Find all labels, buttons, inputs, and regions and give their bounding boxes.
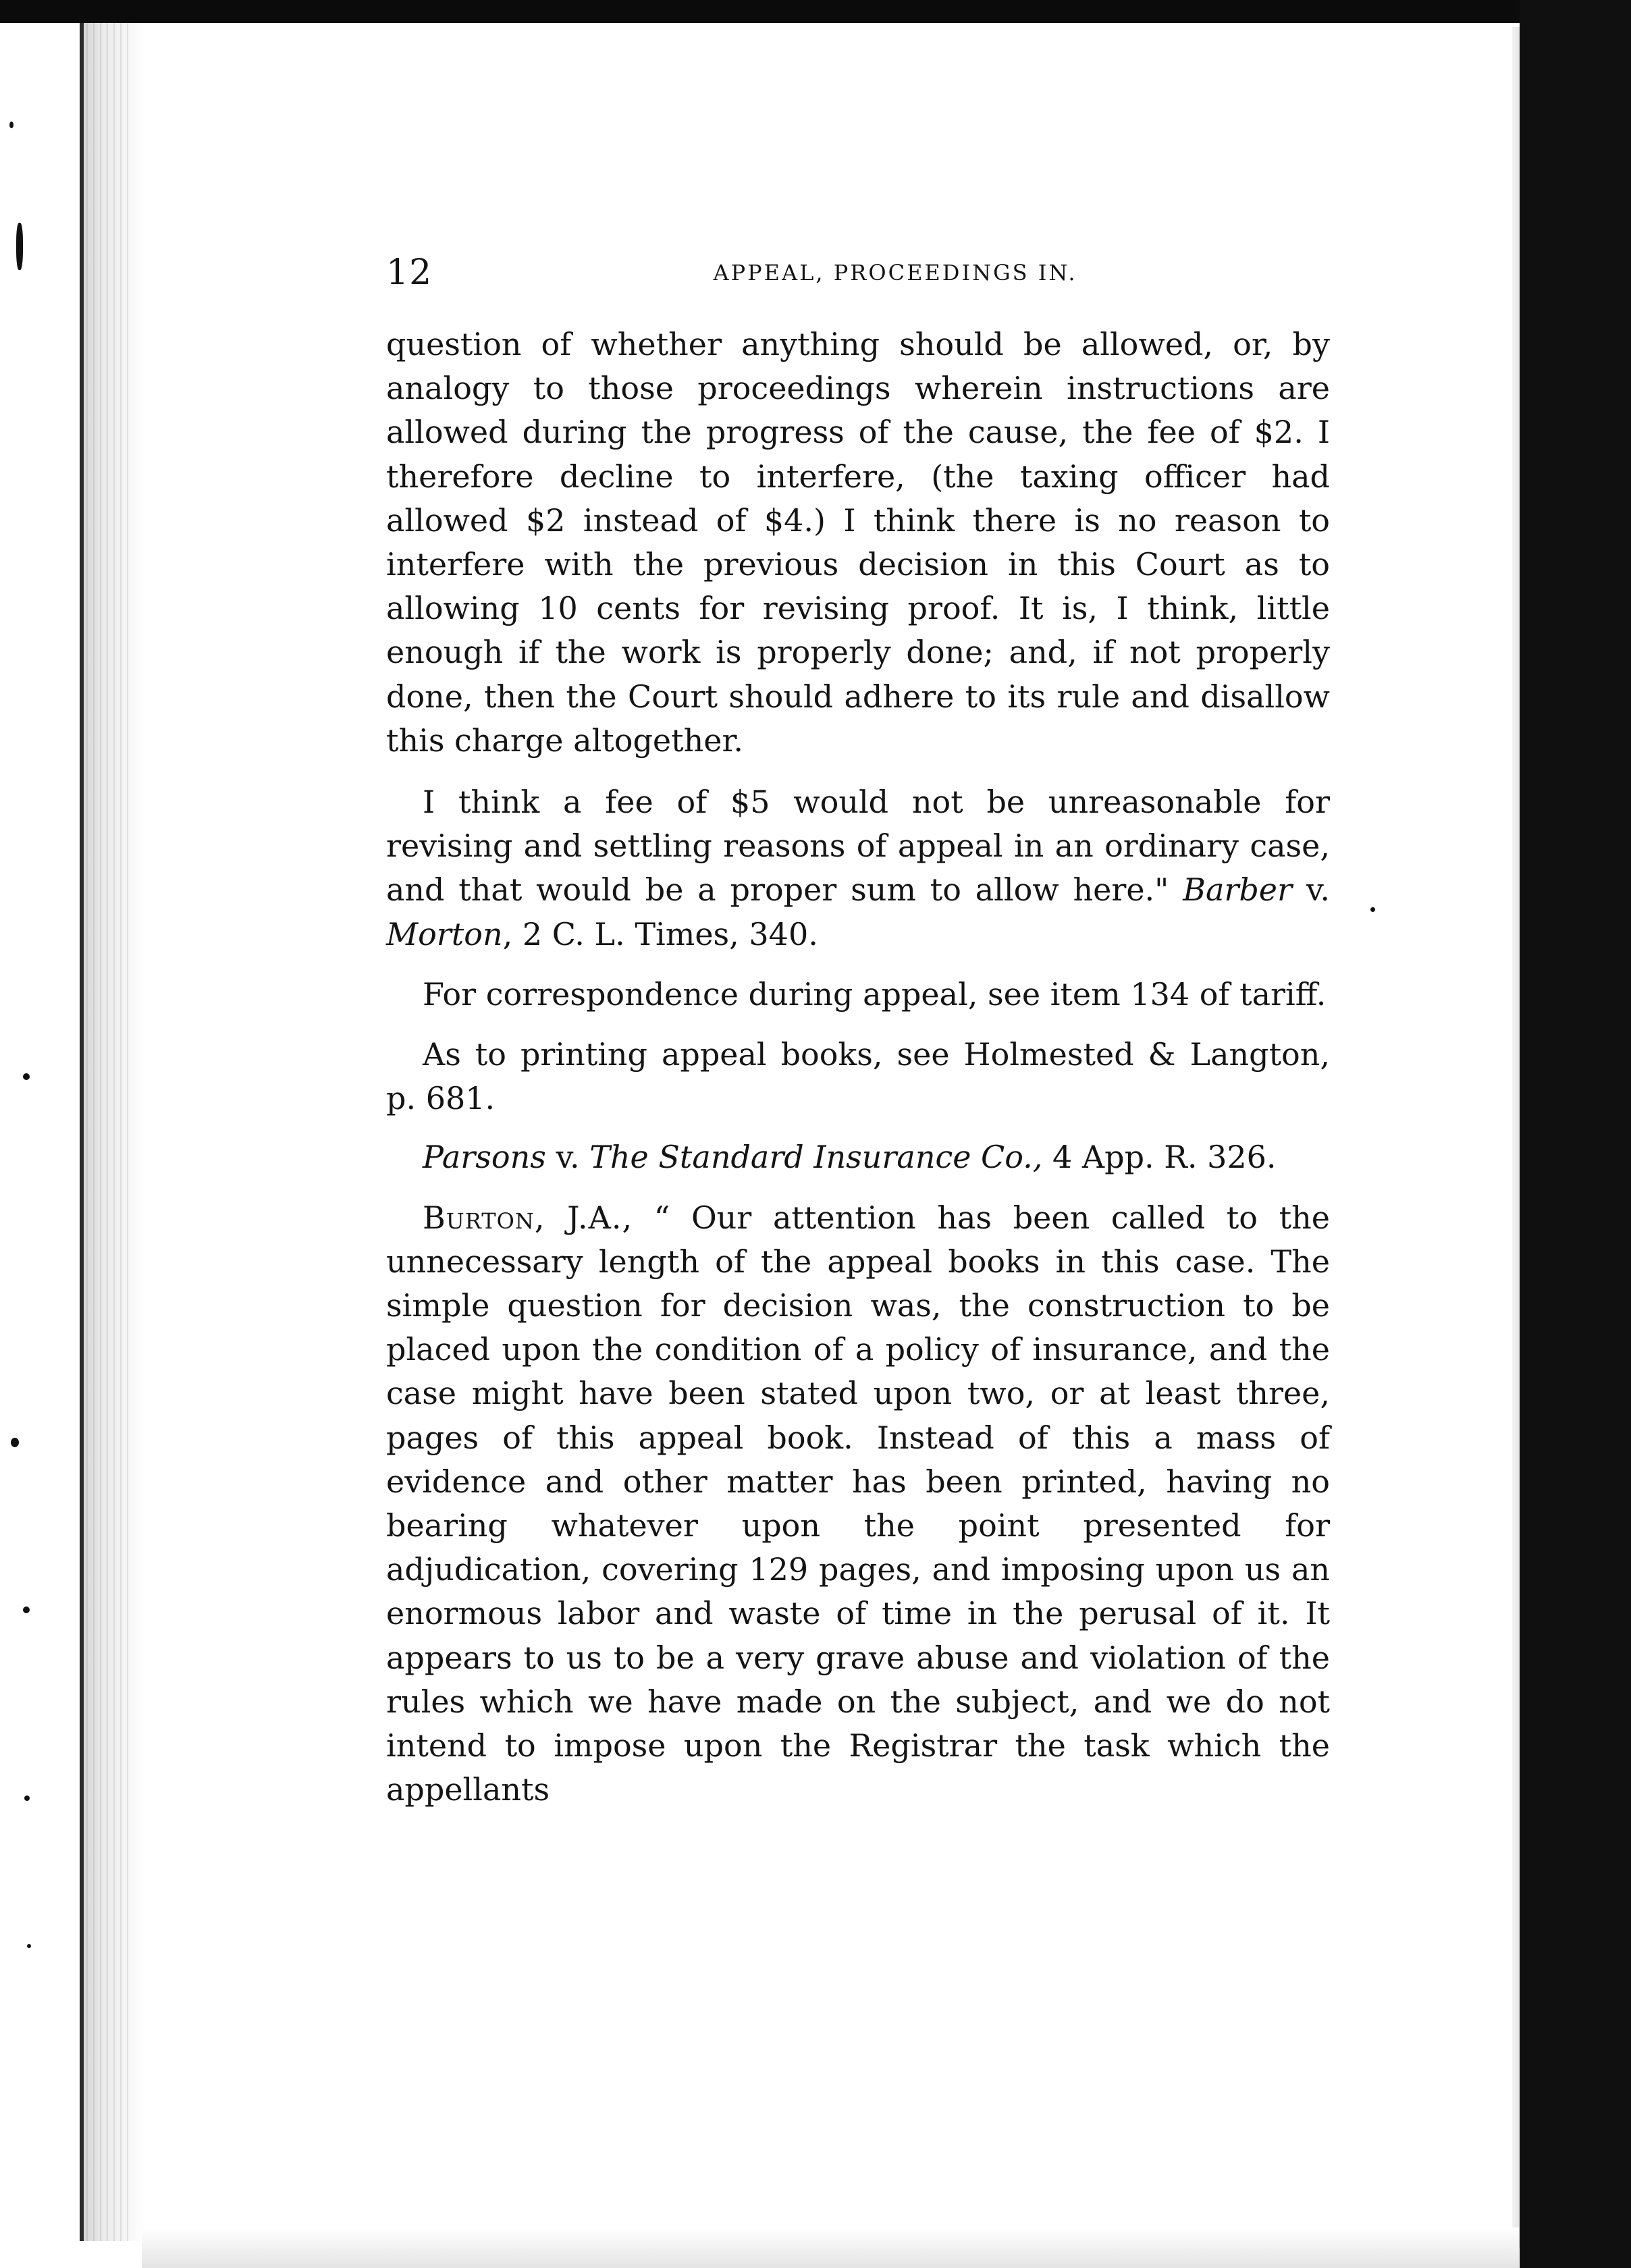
scan-speck bbox=[9, 122, 14, 128]
scan-speck bbox=[16, 223, 23, 270]
scan-speck bbox=[24, 1796, 30, 1801]
paragraph-continued: question of whether anything should be allowed, or, by analogy to those proceedings wherein instructions are allowed during the progress of the cause, the fee of $2. I therefore decline to interfere, (the taxing officer had allowed $2 instead of $4.) I think there is no reason to interfere with the previous decision in this Court as to allowing 10 cents for revising proof. It is, I think, little enough if the work is properly done; and, if not properly done, then the Court should adhere to its rule and disallow this charge altogether. bbox=[386, 326, 1330, 759]
paragraph-fee-opinion bbox=[386, 780, 1330, 956]
running-title: APPEAL, PROCEEDINGS IN. bbox=[713, 260, 1077, 286]
judge-name: Burton, J.A., bbox=[423, 1199, 633, 1236]
page-bottom-shadow bbox=[142, 2228, 1519, 2268]
paragraph-text: I think a fee of $5 would not be unreasonable for revising and settling reasons of appeal in an ordinary case, and that would be a proper sum to allow here." bbox=[386, 784, 1330, 909]
scan-speck bbox=[11, 1438, 19, 1447]
page-body bbox=[386, 323, 1330, 1812]
scan-border-top bbox=[0, 0, 1631, 23]
scan-border-right bbox=[1520, 0, 1631, 2268]
citation-reference: 4 App. R. 326. bbox=[1042, 1139, 1277, 1176]
page-edge-lines bbox=[86, 14, 134, 2241]
scan-speck bbox=[23, 1073, 30, 1080]
case-name-morton: Morton bbox=[386, 915, 503, 952]
case-reference: , 2 C. L. Times, 340. bbox=[502, 915, 818, 952]
versus: v. bbox=[1292, 871, 1330, 909]
page-header bbox=[386, 252, 1330, 293]
versus: v. bbox=[545, 1139, 590, 1176]
scan-speck bbox=[23, 1606, 30, 1613]
paragraph-printing: As to printing appeal books, see Holmested & Langton, p. 681. bbox=[386, 1036, 1330, 1117]
citation-party-insurance: The Standard Insurance Co., bbox=[589, 1139, 1043, 1176]
case-citation bbox=[386, 1135, 1330, 1179]
scan-speck bbox=[1370, 907, 1375, 912]
page-number: 12 bbox=[386, 252, 433, 293]
paragraph-text: “ Our attention has been called to the unnecessary length of the appeal books in this case. The simple question for decision was, the construction to be placed upon the condition of a policy of insurance, and the case might have been stated upon two, or at least three, pages of this appeal book. Instead of this a mass of evidence and other matter has been printed, having no bearing whatever upon the point presented for adjudication, covering 129 pages, and imposing upon us an enormous labor and waste of time in the perusal of it. It appears to us to be a very grave abuse and violation of the rules which we have made on the subject, and we do not intend to impose upon the Registrar the task which the appellants bbox=[386, 1199, 1330, 1808]
scan-margin-left bbox=[0, 0, 81, 2268]
scan-speck bbox=[27, 1944, 31, 1948]
paragraph-correspondence: For correspondence during appeal, see item 134 of tariff. bbox=[423, 975, 1327, 1013]
paragraph-burton-opinion bbox=[386, 1196, 1330, 1812]
citation-party-parsons: Parsons bbox=[423, 1139, 546, 1176]
case-name-barber: Barber bbox=[1183, 871, 1293, 909]
